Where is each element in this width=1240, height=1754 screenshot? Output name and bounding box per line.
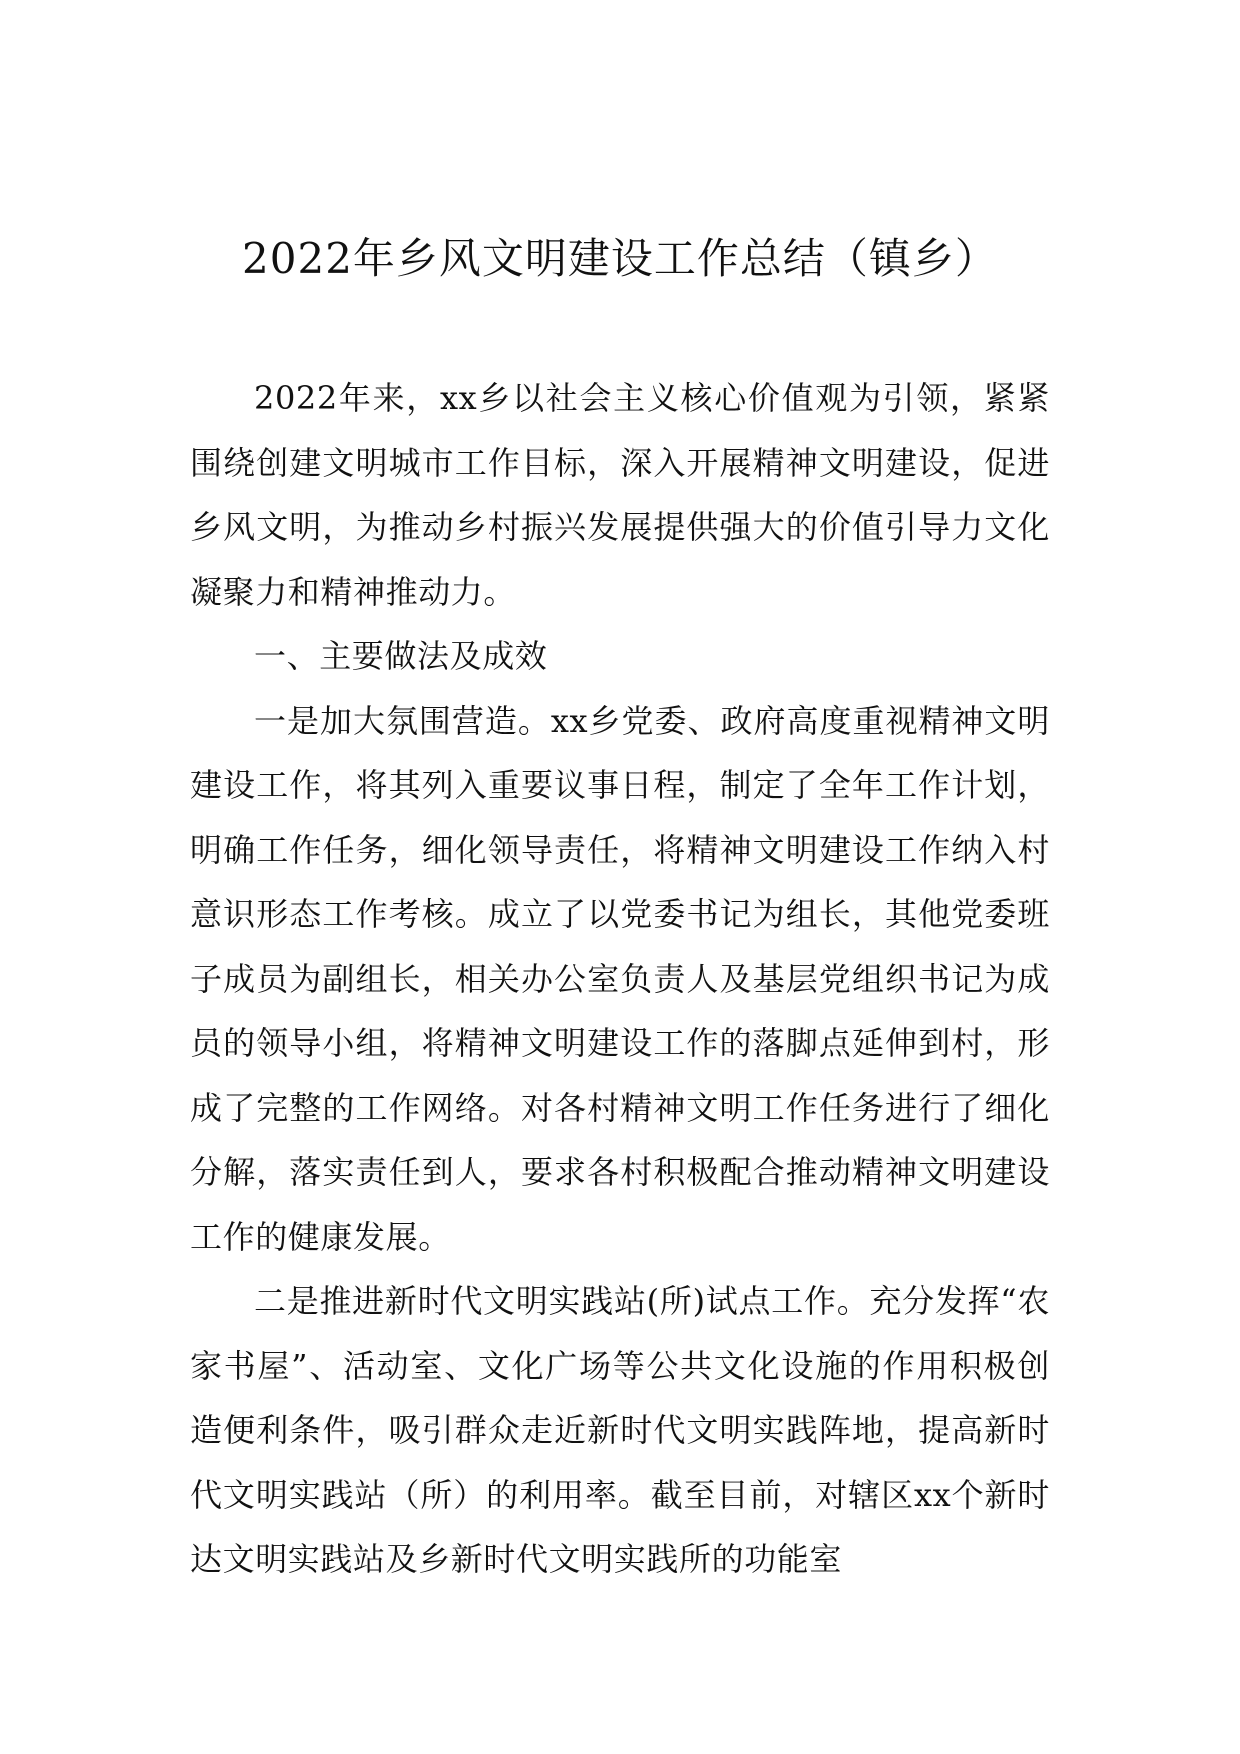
- document-body: [190, 366, 1050, 1592]
- intro-paragraph: 2022年来，xx乡以社会主义核心价值观为引领，紧紧围绕创建文明城市工作目标，深入开展精神文明建设，促进乡风文明，为推动乡村振兴发展提供强大的价值引导力文化凝聚力和精神推动力。: [190, 379, 1050, 611]
- body-paragraph: 二是推进新时代文明实践站(所)试点工作。充分发挥“农家书屋”、活动室、文化广场等公共文化设施的作用积极创造便利条件，吸引群众走近新时代文明实践阵地，提高新时代文明实践站（所）的利用率。截至目前，对辖区xx个新时达文明实践站及乡新时代文明实践所的功能室: [190, 1282, 1050, 1578]
- section-heading: 一、主要做法及成效: [254, 637, 548, 675]
- document-title: 2022年乡风文明建设工作总结（镇乡）: [242, 234, 998, 283]
- body-paragraph: 一是加大氛围营造。xx乡党委、政府高度重视精神文明建设工作，将其列入重要议事日程，制定了全年工作计划，明确工作任务，细化领导责任，将精神文明建设工作纳入村意识形态工作考核。成立了以党委书记为组长，其他党委班子成员为副组长，相关办公室负责人及基层党组织书记为成员的领导小组，将精神文明建设工作的落脚点延伸到村，形成了完整的工作网络。对各村精神文明工作任务进行了细化分解，落实责任到人，要求各村积极配合推动精神文明建设工作的健康发展。: [190, 701, 1050, 1256]
